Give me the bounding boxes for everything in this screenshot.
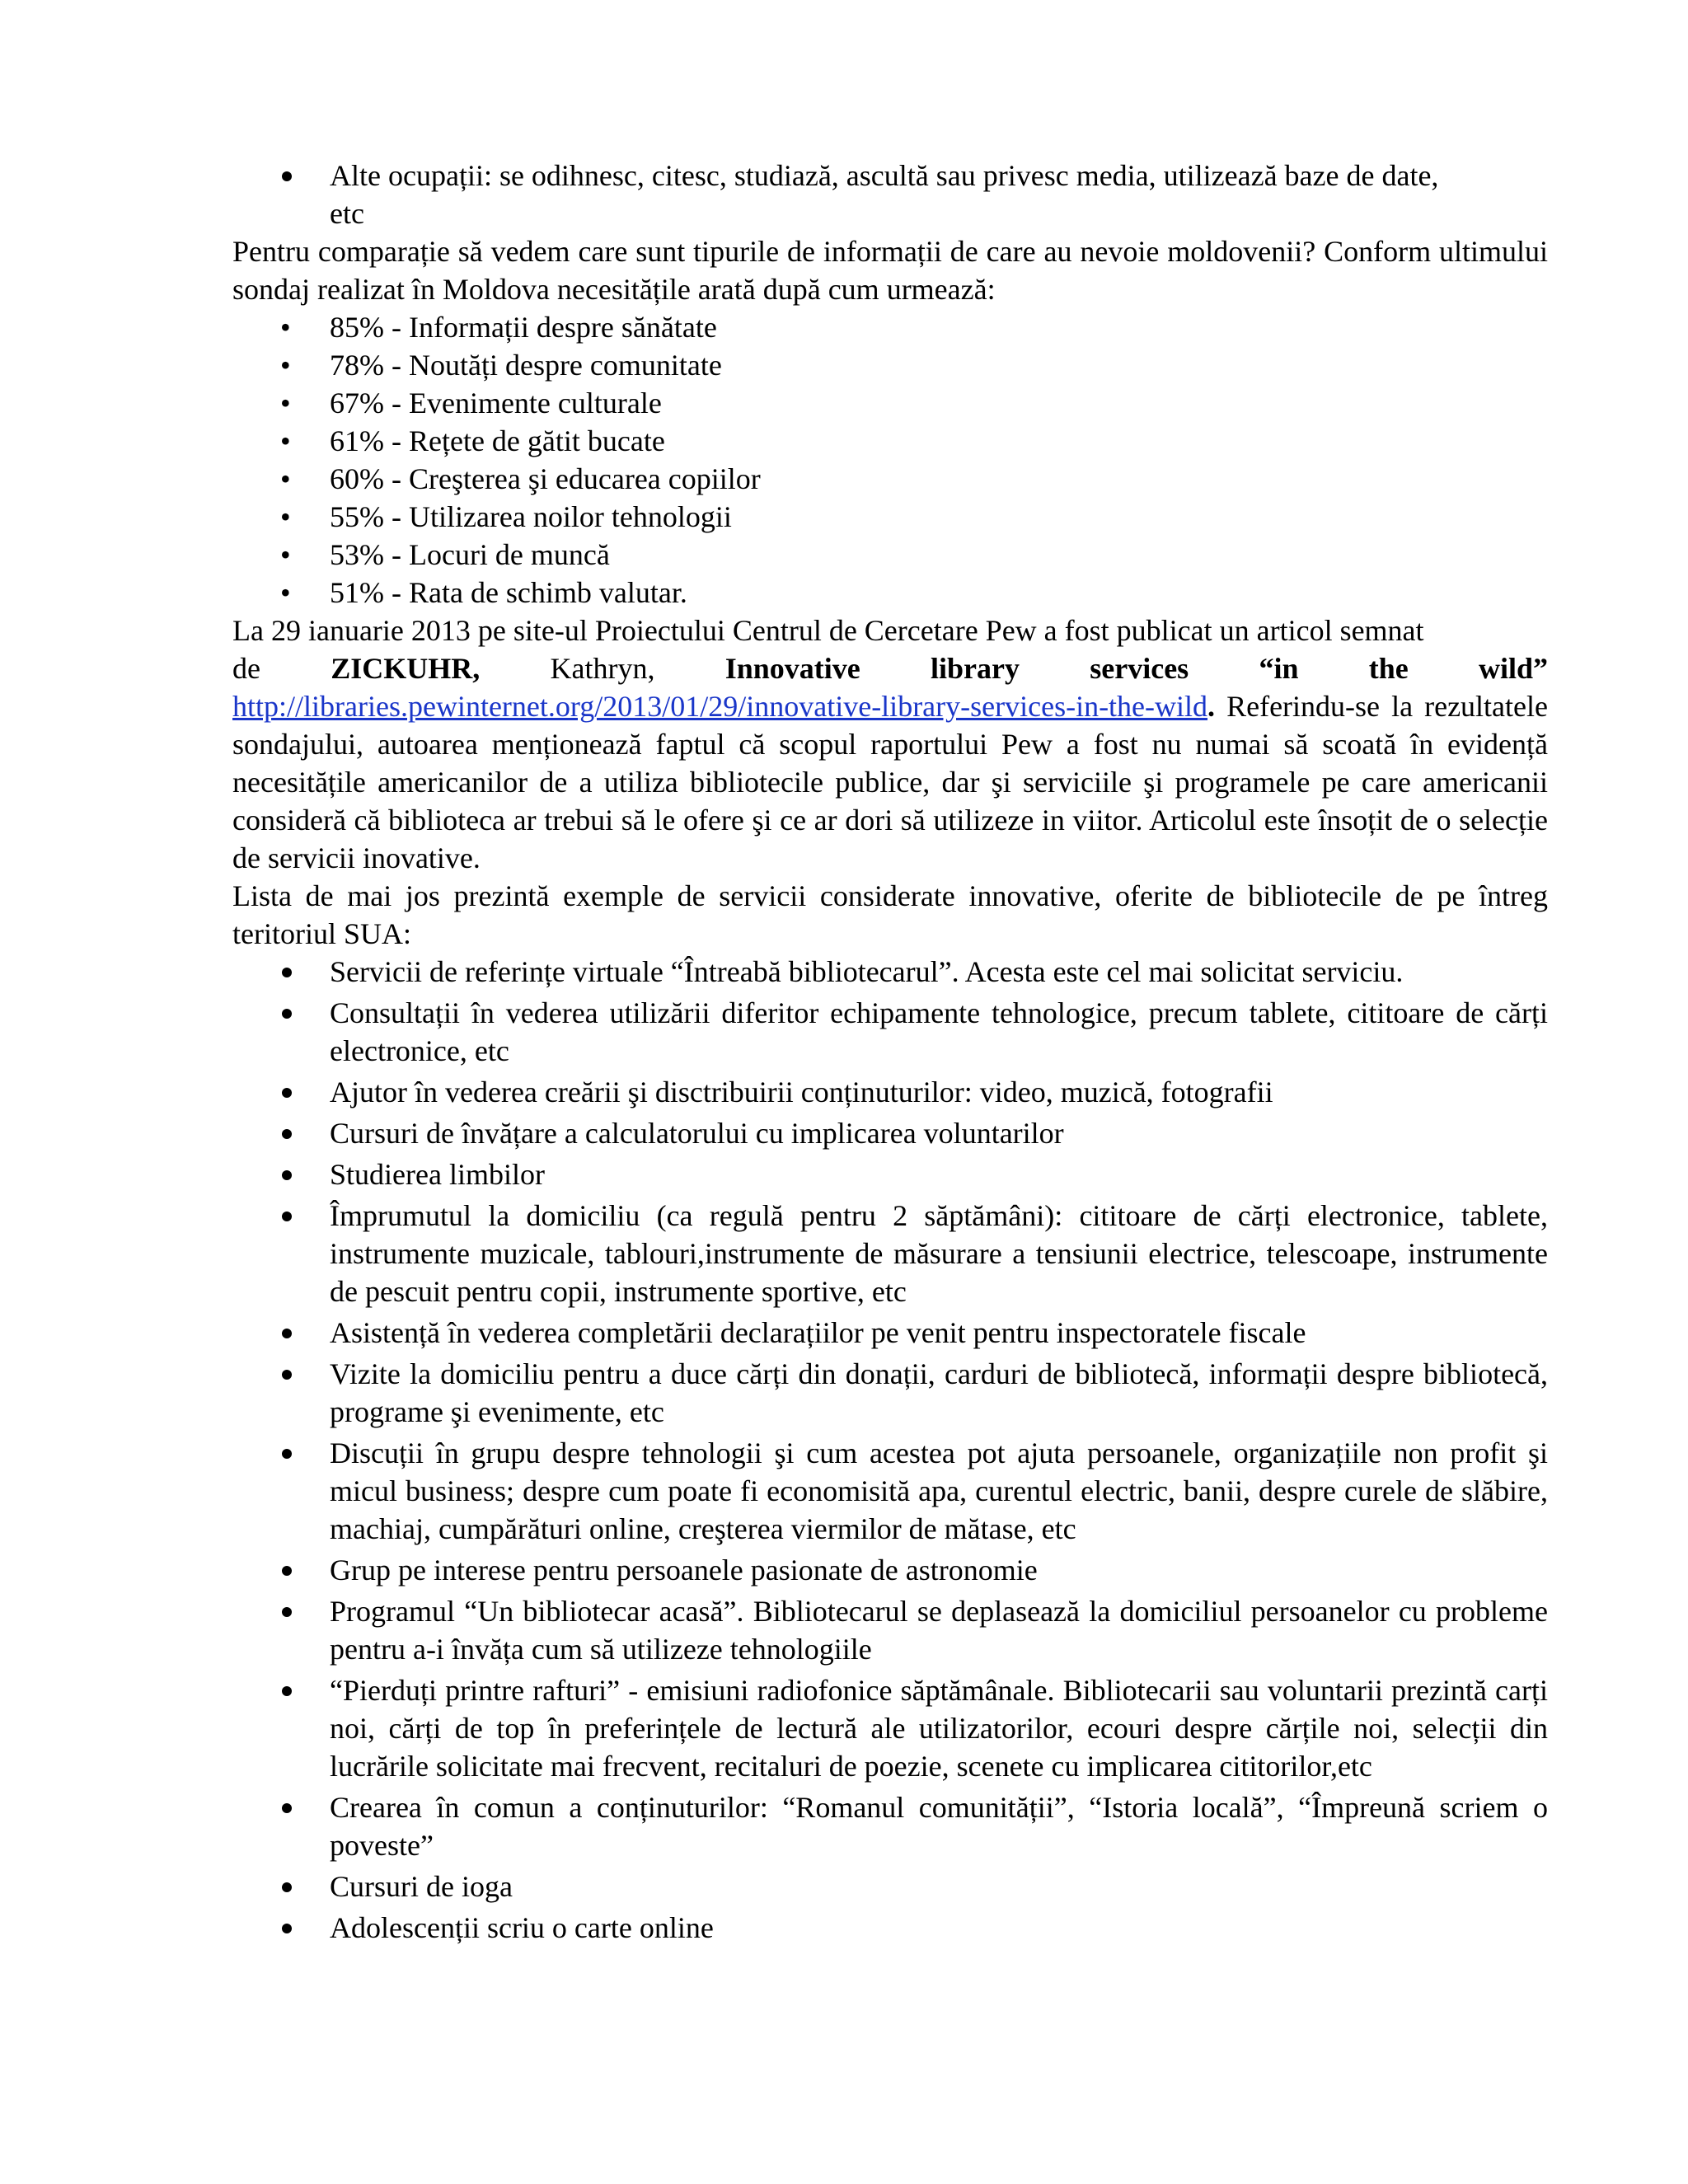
list-item (232, 1671, 1548, 1785)
services-list (232, 953, 1548, 1947)
list-item (232, 157, 1548, 232)
list-item-text: Vizite la domiciliu pentru a duce cărți din donații, carduri de bibliotecă, informații despre bibliotecă, programe şi evenimente, etc (330, 1357, 1548, 1428)
bullet-dot-icon (282, 1686, 292, 1696)
list-item-text: 78% - Noutăți despre comunitate (330, 349, 722, 382)
article-author: ZICKUHR, (331, 652, 481, 685)
bullet-dot-icon (282, 1329, 292, 1338)
list-item (232, 1355, 1548, 1431)
list-item-text: 85% - Informații despre sănătate (330, 311, 717, 344)
paragraph-article (232, 612, 1548, 877)
list-item-text: “Pierduți printre rafturi” - emisiuni radiofonice săptămânale. Bibliotecarii sau voluntarii prezintă carți noi, cărți de top în preferințele de lectură ale utilizatorilor, ecouri despre cărțile noi, selecții din lucrările solicitate mai frecvent, recitaluri de poezie, scenete cu implicarea cititorilor,etc (330, 1674, 1548, 1783)
list-item (232, 1197, 1548, 1310)
article-link[interactable]: http://libraries.pewinternet.org/2013/01/29/innovative-library-services-in-the-wild (232, 690, 1208, 723)
bullet-icon: • (280, 349, 291, 382)
list-item-text: 53% - Locuri de muncă (330, 538, 610, 571)
bullet-icon: • (280, 538, 291, 571)
list-item-text: Cursuri de învățare a calculatorului cu implicarea voluntarilor (330, 1117, 1064, 1150)
article-line-1: La 29 ianuarie 2013 pe site-ul Proiectului Centrul de Cercetare Pew a fost publicat un articol semnat (232, 614, 1424, 647)
article-title-word: services (1090, 652, 1189, 685)
list-item (232, 1155, 1548, 1193)
list-item-text: Cursuri de ioga (330, 1870, 513, 1903)
list-item (232, 1592, 1548, 1668)
bullet-dot-icon (282, 1088, 292, 1098)
bullet-dot-icon (282, 1882, 292, 1892)
list-item (232, 1114, 1548, 1152)
list-item-text: 60% - Creşterea şi educarea copiilor (330, 462, 761, 495)
article-title-word: Innovative (724, 652, 860, 685)
bullet-dot-icon (282, 1924, 292, 1933)
list-item-text: 67% - Evenimente culturale (330, 387, 662, 419)
bullet-dot-icon (282, 1009, 292, 1019)
paragraph-comparison: Pentru comparație să vedem care sunt tipurile de informații de care au nevoie moldovenii? Conform ultimului sondaj realizat în Moldova necesitățile arată după cum urmează: (232, 235, 1548, 306)
list-item (232, 308, 1548, 346)
bullet-dot-icon (282, 1170, 292, 1180)
list-item (232, 346, 1548, 384)
bullet-dot-icon (282, 1566, 292, 1576)
bullet-icon: • (280, 424, 291, 457)
list-item-text: Ajutor în vederea creării şi disctribuirii conținuturilor: video, muzică, fotografii (330, 1076, 1273, 1108)
document-page (232, 157, 1548, 1950)
intro-list (232, 157, 1548, 232)
list-item (232, 994, 1548, 1070)
list-item (232, 460, 1548, 498)
bullet-icon: • (280, 462, 291, 495)
bullet-icon: • (280, 500, 291, 533)
list-item-text: Programul “Un bibliotecar acasă”. Bibliotecarul se deplasează la domiciliul persoanelor cu probleme pentru a-i învăța cum să utilizeze tehnologiile (330, 1595, 1548, 1666)
article-de: de (232, 652, 260, 685)
list-item (232, 1788, 1548, 1864)
list-item (232, 1314, 1548, 1352)
bullet-dot-icon (282, 171, 292, 181)
bullet-dot-icon (282, 1370, 292, 1380)
bullet-icon: • (280, 311, 291, 344)
paragraph-list-intro: Lista de mai jos prezintă exemple de servicii considerate innovative, oferite de bibliotecile de pe întreg teritoriul SUA: (232, 879, 1548, 950)
bullet-dot-icon (282, 968, 292, 977)
list-item-text: Servicii de referințe virtuale “Întreabă bibliotecarul”. Acesta este cel mai solicitat serviciu. (330, 955, 1404, 988)
article-rest: Referindu-se la rezultatele sondajului, autoarea menționează faptul că scopul raportului Pew a fost nu numai să scoată în evidență necesitățile americanilor de a utiliza bibliotecile publice, dar şi serviciile şi programele pe care americanii consideră că biblioteca ar trebui să le ofere şi ce ar dori să utilizeze in viitor. Articolul este însoțit de o selecție de servicii inovative. (232, 690, 1548, 874)
list-item-text: Consultații în vederea utilizării diferitor echipamente tehnologice, precum tablete, cititoare de cărți electronice, etc (330, 996, 1548, 1067)
list-item (232, 1868, 1548, 1905)
list-item (232, 1551, 1548, 1589)
list-item-text: Grup pe interese pentru persoanele pasionate de astronomie (330, 1554, 1038, 1586)
article-title-word: the (1368, 652, 1409, 685)
list-item-text: 51% - Rata de schimb valutar. (330, 576, 687, 609)
article-title-word: wild” (1478, 652, 1548, 685)
list-item (232, 384, 1548, 422)
list-item (232, 1909, 1548, 1947)
list-item-text: Studierea limbilor (330, 1158, 545, 1191)
list-item-text: Discuții în grupu despre tehnologii şi cum acestea pot ajuta persoanele, organizațiile non profit şi micul business; despre cum poate fi economisită apa, curentul electric, banii, despre curele de slăbire, machiaj, cumpărături online, creşterea viermilor de mătase, etc (330, 1436, 1548, 1545)
list-item-text: 55% - Utilizarea noilor tehnologii (330, 500, 732, 533)
list-item-text: Adolescenții scriu o carte online (330, 1911, 714, 1944)
list-item (232, 953, 1548, 991)
list-item (232, 498, 1548, 536)
list-item (232, 1434, 1548, 1548)
article-author-line (232, 649, 1548, 687)
list-item (232, 422, 1548, 460)
bullet-dot-icon (282, 1449, 292, 1459)
list-item-text: Împrumutul la domiciliu (ca regulă pentru 2 săptămâni): cititoare de cărți electronice, tablete, instrumente muzicale, tablouri,instrumente de măsurare a tensiunii electrice, telescoape, instrumente de pescuit pentru copii, instrumente sportive, etc (330, 1199, 1548, 1308)
list-item-text: 61% - Rețete de gătit bucate (330, 424, 665, 457)
bullet-icon: • (280, 387, 291, 419)
list-item-text-cont: etc (330, 197, 364, 230)
needs-list (232, 308, 1548, 612)
bullet-icon: • (280, 576, 291, 609)
bullet-dot-icon (282, 1129, 292, 1139)
bullet-dot-icon (282, 1212, 292, 1221)
list-item-text: Alte ocupații: se odihnesc, citesc, studiază, ascultă sau privesc media, utilizează baze de date, (330, 159, 1439, 192)
list-item (232, 1073, 1548, 1111)
list-item (232, 536, 1548, 574)
list-item (232, 574, 1548, 612)
list-item-text: Asistență în vederea completării declarațiilor pe venit pentru inspectoratele fiscale (330, 1316, 1306, 1349)
article-author-first: Kathryn, (550, 652, 655, 685)
list-item-text: Crearea în comun a conținuturilor: “Romanul comunității”, “Istoria locală”, “Împreună scriem o poveste” (330, 1791, 1548, 1862)
article-title-word: “in (1259, 652, 1299, 685)
article-title-word: library (931, 652, 1020, 685)
bullet-dot-icon (282, 1803, 292, 1813)
article-link-period: . (1207, 690, 1216, 723)
bullet-dot-icon (282, 1607, 292, 1617)
